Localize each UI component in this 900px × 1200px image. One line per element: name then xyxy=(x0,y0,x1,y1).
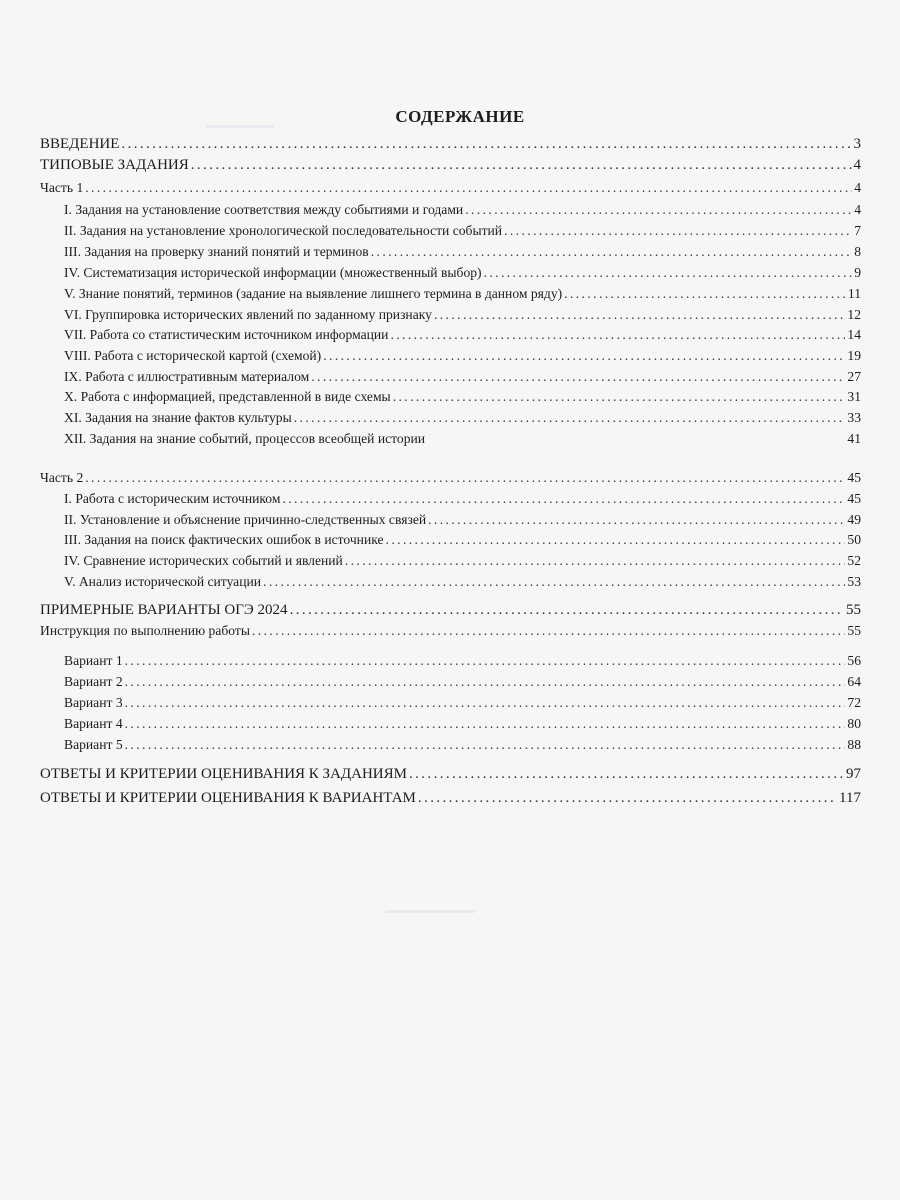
toc-entry-page: 11 xyxy=(847,286,861,301)
toc-entry-part1-item[interactable] xyxy=(64,221,861,241)
leader-dots xyxy=(434,305,845,325)
toc-entry-page: 117 xyxy=(839,790,861,806)
toc-entry-page: 33 xyxy=(847,410,861,425)
toc-entry-label: Вариант 2 xyxy=(64,674,123,689)
toc-entry-label: IV. Сравнение исторических событий и явлений xyxy=(64,553,343,568)
toc-entry-page: 45 xyxy=(847,470,861,485)
leader-dots xyxy=(85,178,852,198)
toc-entry-instruction[interactable] xyxy=(40,621,861,641)
toc-entry-page: 9 xyxy=(854,265,861,280)
leader-dots xyxy=(191,155,852,175)
toc-entry-part1-item[interactable] xyxy=(64,346,861,366)
toc-entry-label: VI. Группировка исторических явлений по заданному признаку xyxy=(64,307,432,322)
toc-entry-label: ОТВЕТЫ И КРИТЕРИИ ОЦЕНИВАНИЯ К ЗАДАНИЯМ xyxy=(40,766,407,782)
toc-entry-page: 19 xyxy=(847,348,861,363)
toc-entry-label: Вариант 4 xyxy=(64,716,123,731)
leader-dots xyxy=(386,530,846,550)
toc-entry-label: Вариант 5 xyxy=(64,737,123,752)
toc-entry-page: 55 xyxy=(847,623,861,638)
leader-dots xyxy=(428,510,845,530)
toc-entry-part2-item[interactable] xyxy=(64,551,861,571)
toc-entry-page: 53 xyxy=(847,574,861,589)
leader-dots xyxy=(323,346,845,366)
toc-entry-variants-section[interactable] xyxy=(40,600,861,620)
toc-entry-part2-item[interactable] xyxy=(64,489,861,509)
toc-entry-part2-item[interactable] xyxy=(64,572,861,592)
toc-entry-label: XI. Задания на знание фактов культуры xyxy=(64,410,292,425)
leader-dots xyxy=(125,714,846,734)
leader-dots xyxy=(294,408,846,428)
toc-entry-page: 49 xyxy=(847,512,861,527)
page-title: СОДЕРЖАНИЕ xyxy=(395,107,525,126)
leader-dots xyxy=(125,672,846,692)
leader-dots xyxy=(311,367,845,387)
toc-entry-page: 12 xyxy=(847,307,861,322)
leader-dots xyxy=(371,242,852,262)
toc-entry-label: III. Задания на проверку знаний понятий и терминов xyxy=(64,244,369,259)
toc-entry-answers-variants[interactable] xyxy=(40,788,861,808)
toc-entry-label: V. Анализ исторической ситуации xyxy=(64,574,262,589)
toc-entry-part1-item[interactable] xyxy=(64,284,861,304)
toc-entry-label: I. Работа с историческим источником xyxy=(64,491,281,506)
toc-entry-label: ВВЕДЕНИЕ xyxy=(40,136,120,152)
leader-dots xyxy=(465,200,852,220)
toc-entry-part1-item[interactable] xyxy=(64,325,861,345)
toc-entry-variant[interactable] xyxy=(64,693,861,713)
toc-entry-variant[interactable] xyxy=(64,672,861,692)
toc-entry-page: 7 xyxy=(854,223,861,238)
toc-entry-variant[interactable] xyxy=(64,651,861,671)
toc-entry-label: III. Задания на поиск фактических ошибок в источнике xyxy=(64,532,384,547)
toc-entry-typical[interactable] xyxy=(40,155,861,175)
toc-entry-label: ТИПОВЫЕ ЗАДАНИЯ xyxy=(40,157,189,173)
leader-dots xyxy=(564,284,846,304)
leader-dots xyxy=(85,468,845,488)
toc-entry-page: 97 xyxy=(846,766,861,782)
toc-entry-part1[interactable] xyxy=(40,178,861,198)
toc-entry-part1-item[interactable] xyxy=(64,429,861,449)
scan-smudge xyxy=(385,910,475,913)
toc-entry-page: 45 xyxy=(847,491,861,506)
toc-entry-label: I. Задания на установление соответствия между событиями и годами xyxy=(64,202,464,217)
toc-entry-part2[interactable] xyxy=(40,468,861,488)
leader-dots xyxy=(393,387,846,407)
leader-dots xyxy=(390,325,845,345)
toc-entry-label: IV. Систематизация исторической информации (множественный выбор) xyxy=(64,265,482,280)
toc-entry-label: VIII. Работа с исторической картой (схемой) xyxy=(64,348,322,363)
toc-entry-part1-item[interactable] xyxy=(64,263,861,283)
toc-entry-label: ПРИМЕРНЫЕ ВАРИАНТЫ ОГЭ 2024 xyxy=(40,602,288,618)
leader-dots xyxy=(252,621,845,641)
toc-entry-label: Часть 2 xyxy=(40,470,84,485)
toc-entry-label: Вариант 1 xyxy=(64,653,123,668)
toc-entry-label: VII. Работа со статистическим источником информации xyxy=(64,327,389,342)
toc-entry-variant[interactable] xyxy=(64,735,861,755)
toc-entry-label: Инструкция по выполнению работы xyxy=(40,623,250,638)
leader-dots xyxy=(282,489,845,509)
leader-dots xyxy=(263,572,845,592)
toc-entry-page: 72 xyxy=(847,695,861,710)
toc-entry-label: II. Задания на установление хронологической последовательности событий xyxy=(64,223,503,238)
toc-entry-page: 27 xyxy=(847,369,861,384)
leader-dots xyxy=(504,221,852,241)
toc-entry-part2-item[interactable] xyxy=(64,530,861,550)
toc-entry-page: 52 xyxy=(847,553,861,568)
toc-entry-page: 41 xyxy=(847,431,861,446)
toc-entry-label: V. Знание понятий, терминов (задание на выявление лишнего термина в данном ряду) xyxy=(64,286,563,301)
toc-entry-page: 56 xyxy=(847,653,861,668)
toc-entry-page: 14 xyxy=(847,327,861,342)
toc-entry-intro[interactable] xyxy=(40,134,861,154)
leader-dots xyxy=(484,263,853,283)
toc-entry-part1-item[interactable] xyxy=(64,242,861,262)
toc-entry-label: IX. Работа с иллюстративным материалом xyxy=(64,369,310,384)
leader-dots xyxy=(125,651,846,671)
toc-entry-part1-item[interactable] xyxy=(64,367,861,387)
toc-entry-page: 4 xyxy=(853,157,861,173)
toc-entry-variant[interactable] xyxy=(64,714,861,734)
leader-dots xyxy=(125,735,846,755)
toc-entry-label: II. Установление и объяснение причинно-следственных связей xyxy=(64,512,427,527)
toc-entry-label: Часть 1 xyxy=(40,180,84,195)
toc-entry-part2-item[interactable] xyxy=(64,510,861,530)
toc-entry-label: XII. Задания на знание событий, процессов всеобщей истории xyxy=(64,431,426,446)
leader-dots xyxy=(418,788,837,808)
leader-dots xyxy=(125,693,846,713)
toc-entry-page: 88 xyxy=(847,737,861,752)
toc-entry-page: 80 xyxy=(847,716,861,731)
toc-entry-label: X. Работа с информацией, представленной в виде схемы xyxy=(64,389,391,404)
toc-entry-label: ОТВЕТЫ И КРИТЕРИИ ОЦЕНИВАНИЯ К ВАРИАНТАМ xyxy=(40,790,416,806)
toc-entry-part1-item[interactable] xyxy=(64,408,861,428)
toc-entry-page: 55 xyxy=(846,602,861,618)
leader-dots xyxy=(290,600,844,620)
leader-dots xyxy=(409,764,844,784)
toc-entry-part1-item[interactable] xyxy=(64,305,861,325)
leader-dots xyxy=(121,134,851,154)
toc-entry-page: 4 xyxy=(854,180,861,195)
toc-entry-page: 3 xyxy=(853,136,861,152)
toc-entry-page: 64 xyxy=(847,674,861,689)
toc-entry-page: 8 xyxy=(854,244,861,259)
toc-entry-answers-tasks[interactable] xyxy=(40,764,861,784)
toc-entry-part1-item[interactable] xyxy=(64,387,861,407)
toc-entry-label: Вариант 3 xyxy=(64,695,123,710)
toc-entry-page: 50 xyxy=(847,532,861,547)
toc-entry-page: 4 xyxy=(854,202,861,217)
toc-entry-part1-item[interactable] xyxy=(64,200,861,220)
toc-entry-page: 31 xyxy=(847,389,861,404)
leader-dots xyxy=(345,551,846,571)
